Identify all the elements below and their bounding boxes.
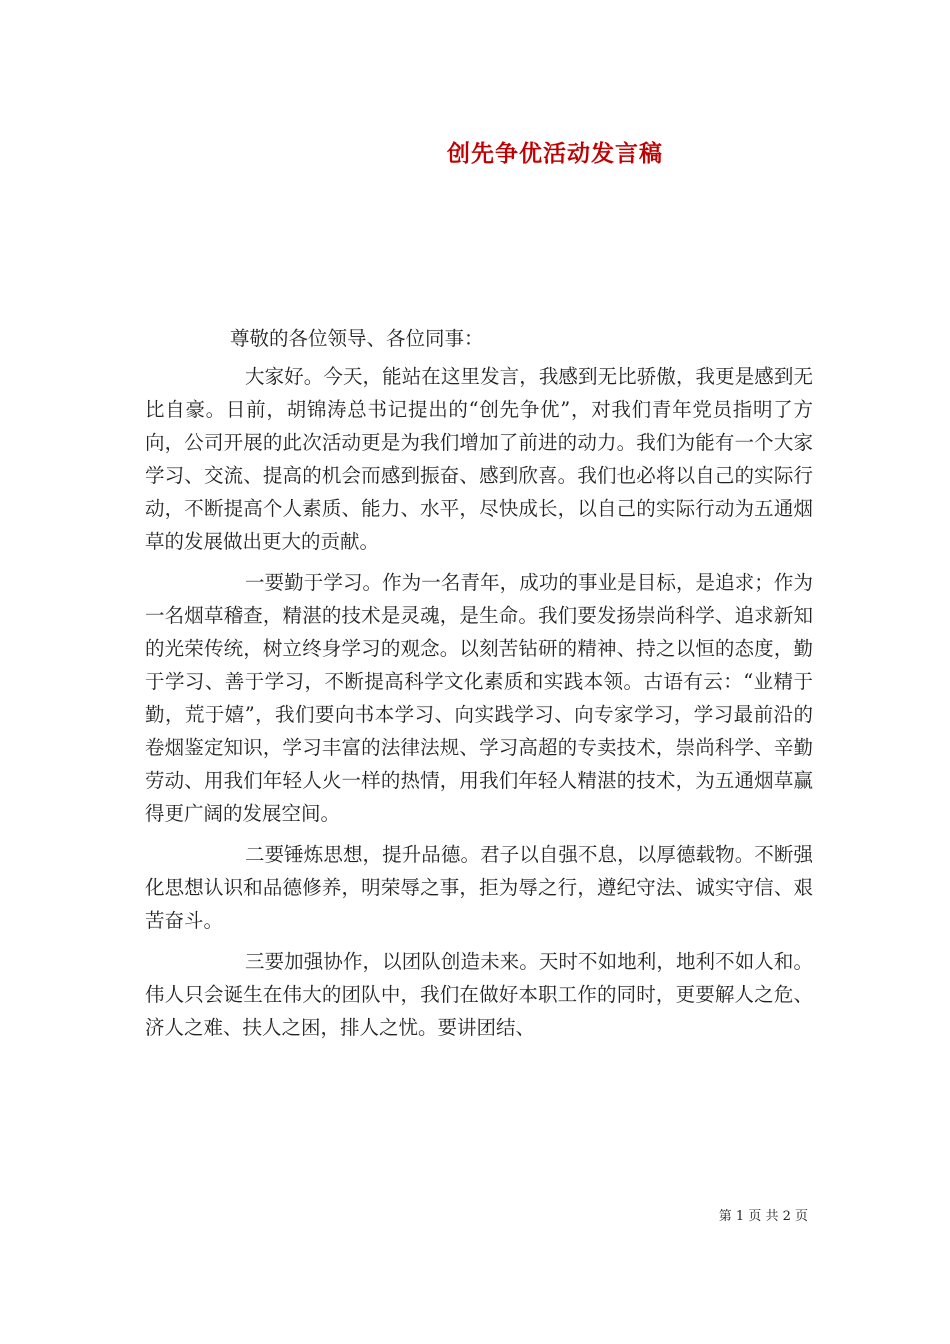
paragraph-teamwork: 三要加强协作，以团队创造未来。天时不如地利，地利不如人和。伟人只会诞生在伟大的团队中，我们在做好本职工作的同时，更要解人之危、济人之难、扶人之困，排人之忧。要讲团结、 <box>145 950 813 1039</box>
paragraph-morality: 二要锤炼思想，提升品德。君子以自强不息，以厚德载物。不断强化思想认识和品德修养，明荣辱之事，拒为辱之行，遵纪守法、诚实守信、艰苦奋斗。 <box>145 843 813 932</box>
document-title: 创先争优活动发言稿 <box>447 140 663 167</box>
paragraph-intro: 大家好。今天，能站在这里发言，我感到无比骄傲，我更是感到无比自豪。日前，胡锦涛总书记提出的“创先争优”，对我们青年党员指明了方向，公司开展的此次活动更是为我们增加了前进的动力。我们为能有一个大家学习、交流、提高的机会而感到振奋、感到欣喜。我们也必将以自己的实际行动，不断提高个人素质、能力、水平，尽快成长，以自己的实际行动为五通烟草的发展做出更大的贡献。 <box>145 365 813 553</box>
document-body <box>145 322 813 1052</box>
paragraph-study: 一要勤于学习。作为一名青年，成功的事业是目标，是追求；作为一名烟草稽查，精湛的技术是灵魂，是生命。我们要发扬崇尚科学、追求新知的光荣传统，树立终身学习的观念。以刻苦钻研的精神、持之以恒的态度，勤于学习、善于学习，不断提高科学文化素质和实践本领。古语有云：“业精于勤，荒于嬉”，我们要向书本学习、向实践学习、向专家学习，学习最前沿的卷烟鉴定知识，学习丰富的法律法规、学习高超的专卖技术，崇尚科学、辛勤劳动、用我们年轻人火一样的热情，用我们年轻人精湛的技术，为五通烟草赢得更广阔的发展空间。 <box>145 571 813 825</box>
greeting-line: 尊敬的各位领导、各位同事： <box>230 327 484 350</box>
page-number-footer: 第 1 页 共 2 页 <box>718 1209 808 1224</box>
